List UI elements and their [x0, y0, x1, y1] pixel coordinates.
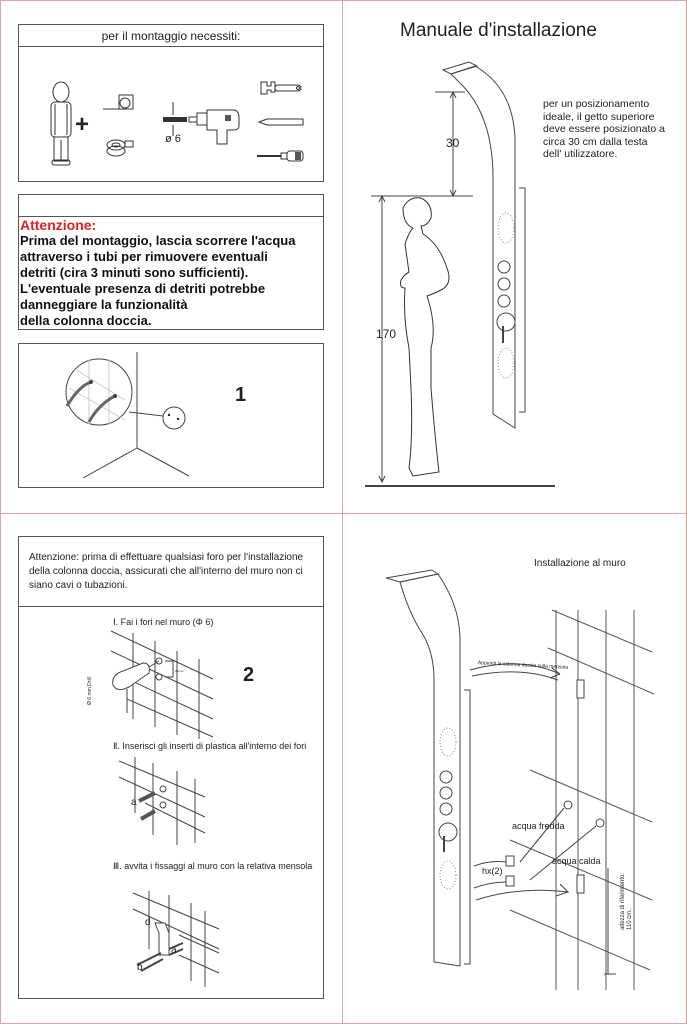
warning-line: L'eventuale presenza di detriti potrebbe — [20, 281, 266, 296]
warning-text — [20, 233, 322, 329]
hx-label: hx(2) — [482, 866, 503, 876]
hang-column-label: Appendi la colonna doccia sulla mensola — [477, 660, 569, 671]
attention-line: Attenzione: prima di effettuare qualsiasi foro per l'installazione — [29, 552, 304, 563]
warning-box-header — [19, 195, 323, 217]
warning-title: Attenzione: — [20, 217, 97, 233]
positioning-note-line: deve essere posizionato a — [543, 123, 665, 135]
tools-box-header — [19, 25, 323, 47]
warning-line: detriti (cira 3 minuti sono sufficienti). — [20, 265, 249, 280]
spacing-label: 20mm — [175, 669, 184, 673]
tools-header-text: per il montaggio necessiti: — [101, 28, 241, 43]
positioning-note-line: ideale, il getto superiore — [543, 110, 655, 123]
positioning-note-line: dell' utilizzatore. — [543, 148, 618, 160]
step1-box — [18, 343, 324, 488]
cold-water-label: acqua fredda — [512, 821, 565, 831]
substep-1-label: Ⅰ. Fai i fori nel muro (Φ 6) — [113, 617, 214, 627]
warning-box — [18, 194, 324, 330]
warning-line: Prima del montaggio, lascia scorrere l'acqua — [20, 233, 296, 248]
reference-height-line: 110 cm. — [627, 909, 633, 930]
pencil-icon — [257, 118, 305, 126]
warning-line: della colonna doccia. — [20, 313, 152, 328]
dimension-170-label: 170 — [376, 327, 397, 341]
dimension-30-label: 30 — [446, 136, 460, 150]
wall-install-title: Installazione al muro — [534, 558, 626, 569]
hot-water-label: acqua calda — [552, 856, 601, 866]
attention-line: siano cavi o tubazioni. — [29, 580, 128, 591]
bracket-letter-b: b — [137, 962, 143, 973]
positioning-note-line: per un posizionamento — [543, 98, 650, 110]
drill-size-label: Ø 6 mm Drill — [87, 677, 93, 705]
screwdriver-icon — [255, 149, 307, 163]
person-icon — [46, 80, 76, 170]
drill-wall-illustration — [103, 629, 243, 739]
substep-3-label: Ⅲ. avvita i fissaggi al muro con la relativa mensola — [113, 861, 313, 871]
wall-corner-illustration — [39, 352, 239, 492]
step2-box — [18, 536, 324, 999]
insert-letter-a: a — [131, 797, 137, 808]
reference-height-label — [620, 873, 634, 930]
warning-line: attraverso i tubi per rimuovere eventuali — [20, 249, 268, 264]
reference-height-line: altezza di riferimento: — [620, 872, 626, 930]
tape-roll-icon — [105, 137, 137, 159]
positioning-note — [543, 98, 665, 161]
bracket-letter-d: d — [145, 917, 151, 928]
tape-measure-icon — [103, 91, 139, 113]
bracket-letter-a: a — [171, 945, 177, 956]
bracket-fixing-illustration — [129, 889, 239, 989]
tools-box — [18, 24, 324, 182]
page-divider-horizontal — [0, 513, 687, 514]
substep-2-label: Ⅱ. Inserisci gli inserti di plastica all'interno dei fori — [113, 741, 307, 751]
step2-number: 2 — [243, 664, 255, 686]
attention-line: della colonna doccia, assicurati che all'interno del muro non ci — [29, 566, 303, 577]
step1-number: 1 — [235, 384, 247, 406]
positioning-note-line: circa 30 cm dalla testa — [543, 135, 648, 148]
drill-diameter-label: ø 6 — [165, 133, 181, 145]
plus-sign: + — [75, 111, 90, 138]
wrench-icon — [257, 80, 305, 96]
warning-line: danneggiare la funzionalità — [20, 297, 188, 312]
manual-title: Manuale d'installazione — [400, 20, 597, 41]
step2-attention — [19, 537, 323, 607]
